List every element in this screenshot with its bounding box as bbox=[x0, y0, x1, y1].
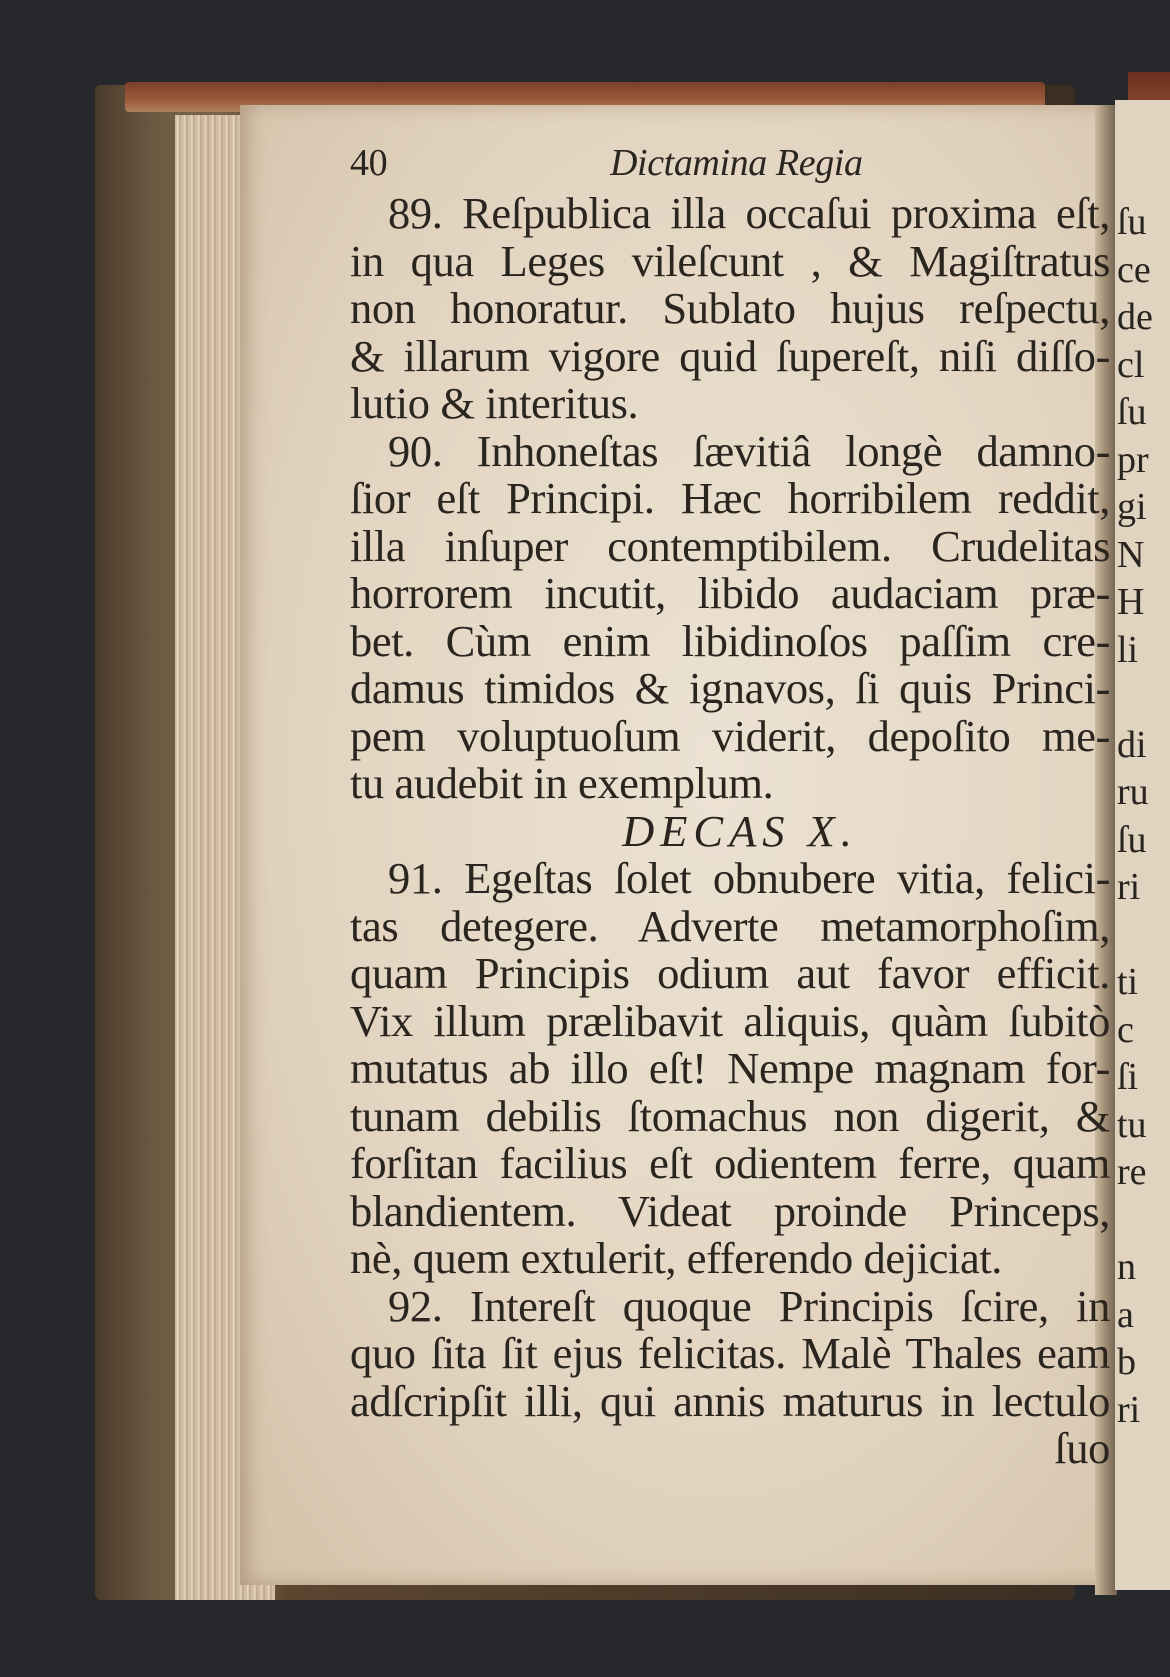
facing-page-fragment: de bbox=[1117, 296, 1153, 338]
text-line: 89. Reſpublica illa occaſui proxima eſt, bbox=[388, 188, 1110, 238]
facing-page-fragment: ſu bbox=[1117, 201, 1147, 243]
text-line: 91. Egeſtas ſolet obnubere vitia, felici- bbox=[388, 853, 1110, 903]
facing-page-fragment: a bbox=[1117, 1293, 1134, 1336]
running-title: Dictamina Regia bbox=[610, 142, 863, 184]
facing-page-fragment: di bbox=[1117, 723, 1147, 766]
text-line: non honoratur. Sublato hujus reſpectu, bbox=[350, 283, 1110, 333]
page-header bbox=[350, 140, 1110, 190]
facing-page-fragment: ſu bbox=[1117, 391, 1147, 433]
facing-page-fragment: ce bbox=[1117, 248, 1151, 291]
facing-page-fragment: H bbox=[1117, 581, 1145, 623]
facing-page-fragment: pr bbox=[1117, 438, 1149, 481]
text-line: quam Principis odium aut favor efficit. bbox=[350, 948, 1110, 998]
facing-page bbox=[1115, 100, 1170, 1590]
text-line: pem voluptuoſum viderit, depoſito me- bbox=[350, 710, 1110, 761]
text-line: tu audebit in exemplum. bbox=[350, 758, 774, 808]
facing-page-fragment: ri bbox=[1117, 1388, 1141, 1431]
text-line: illa inſuper contemptibilem. Crudelitas bbox=[350, 520, 1110, 571]
section-heading: DECAS X. bbox=[622, 805, 858, 856]
text-line: ſior eſt Principi. Hæc horribilem reddit, bbox=[350, 473, 1110, 523]
facing-page-fragment: N bbox=[1117, 533, 1145, 576]
text-line: & illarum vigore quid ſupereſt, niſi diſſo- bbox=[350, 330, 1110, 381]
facing-page-fragment: cl bbox=[1117, 343, 1145, 386]
facing-page-fragment: ſu bbox=[1117, 818, 1147, 861]
facing-page-fragment: ti bbox=[1117, 961, 1139, 1003]
text-line: quo ſita ſit ejus felicitas. Malè Thales eam bbox=[350, 1328, 1110, 1378]
facing-page-fragment: n bbox=[1117, 1246, 1136, 1288]
text-line: damus timidos & ignavos, ſi quis Princi- bbox=[350, 663, 1110, 713]
text-line: 92. Intereſt quoque Principis ſcire, in bbox=[388, 1280, 1110, 1331]
text-line: Vix illum prælibavit aliquis, quàm ſubitò bbox=[350, 995, 1110, 1046]
paragraph-block-1 bbox=[350, 190, 1110, 808]
facing-page-fragment: gi bbox=[1117, 486, 1147, 528]
text-line: horrorem incutit, libido audaciam præ- bbox=[350, 568, 1110, 618]
facing-page-fragment: re bbox=[1117, 1151, 1147, 1193]
facing-page-fragment: ſi bbox=[1117, 1056, 1139, 1098]
facing-page-fragment: c bbox=[1117, 1008, 1134, 1051]
text-line: mutatus ab illo eſt! Nempe magnam for- bbox=[350, 1043, 1110, 1093]
page-number: 40 bbox=[350, 142, 388, 184]
facing-page-fragment: li bbox=[1117, 628, 1139, 671]
facing-page-fragment: ru bbox=[1117, 771, 1149, 813]
text-line: lutio & interitus. bbox=[350, 378, 639, 428]
text-line: forſitan facilius eſt odientem ferre, quam bbox=[350, 1138, 1110, 1188]
facing-page-fragment: b bbox=[1117, 1341, 1136, 1383]
catchword: ſuo bbox=[1054, 1423, 1110, 1473]
paragraph-block-2 bbox=[350, 855, 1110, 1425]
text-line: adſcripſit illi, qui annis maturus in lectulo bbox=[350, 1375, 1110, 1426]
text-line: tas detegere. Adverte metamorphoſim, bbox=[350, 900, 1110, 951]
text-line: in qua Leges vileſcunt , & Magiſtratus bbox=[350, 235, 1110, 286]
text-line: 90. Inhoneſtas ſævitiâ longè damno- bbox=[388, 425, 1110, 476]
page-text bbox=[350, 140, 1110, 1473]
text-line: bet. Cùm enim libidinoſos paſſim cre- bbox=[350, 615, 1110, 666]
facing-page-fragment: ri bbox=[1117, 866, 1141, 908]
text-line: nè, quem extulerit, efferendo dejiciat. bbox=[350, 1233, 1003, 1283]
text-line: blandientem. Videat proinde Princeps, bbox=[350, 1185, 1110, 1236]
text-line: tunam debilis ſtomachus non digerit, & bbox=[350, 1090, 1110, 1141]
facing-page-fragment: tu bbox=[1117, 1103, 1147, 1146]
